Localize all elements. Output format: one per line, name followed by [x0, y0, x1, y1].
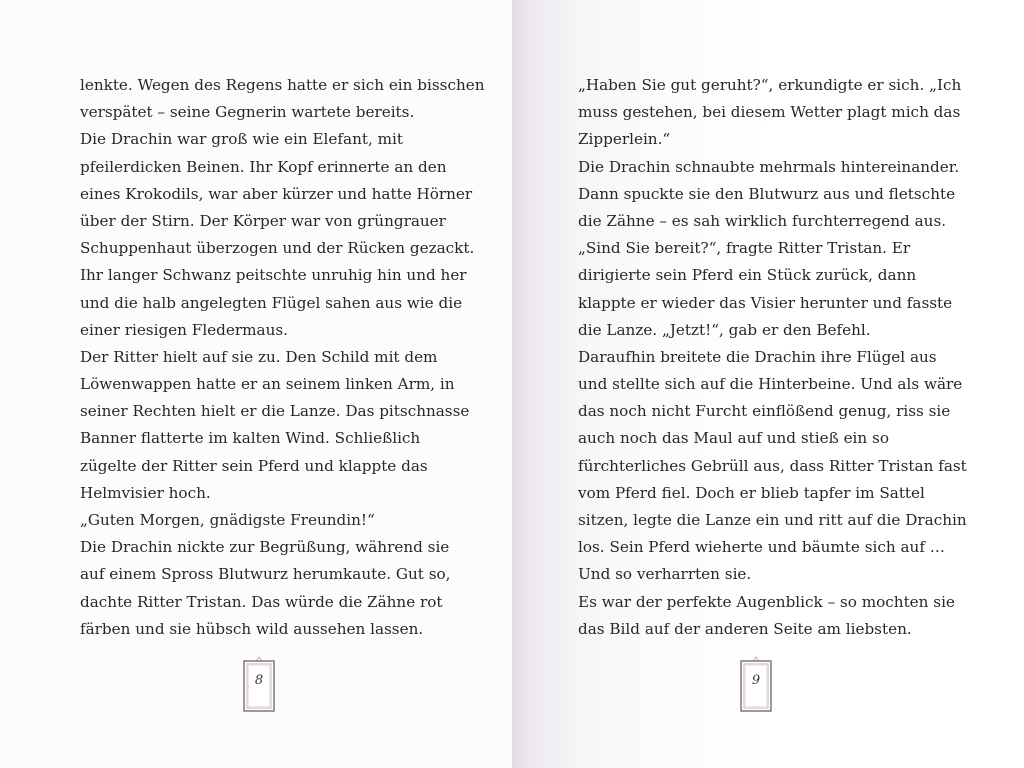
text-line: Die Drachin schnaubte mehrmals hintereinander.: [578, 157, 960, 176]
text-line: das noch nicht Furcht einflößend genug, riss sie: [578, 402, 951, 421]
text-line: Die Drachin war groß wie ein Elefant, mit: [80, 130, 403, 149]
text-line: Banner flatterte im kalten Wind. Schließlich: [80, 429, 421, 448]
text-line: die Lanze. „Jetzt!“, gab er den Befehl.: [578, 320, 871, 339]
text-line: Zipperlein.“: [578, 130, 671, 149]
text-line: fürchterliches Gebrüll aus, dass Ritter Tristan fast: [578, 456, 967, 475]
text-line: auf einem Spross Blutwurz herumkaute. Gut so,: [80, 565, 451, 584]
text-line: Die Drachin nickte zur Begrüßung, während sie: [80, 538, 450, 557]
text-line: „Guten Morgen, gnädigste Freundin!“: [80, 511, 375, 529]
text-line: Ihr langer Schwanz peitschte unruhig hin und her: [80, 266, 467, 285]
text-line: das Bild auf der anderen Seite am liebsten.: [578, 619, 912, 638]
text-line: Es war der perfekte Augenblick – so mochten sie: [578, 592, 955, 611]
text-line: vom Pferd fiel. Doch er blieb tapfer im Sattel: [578, 483, 925, 502]
text-line: und stellte sich auf die Hinterbeine. Und als wäre: [578, 375, 963, 394]
right-page: [512, 0, 1024, 768]
page-number: 9: [751, 673, 761, 688]
text-line: Schuppenhaut überzogen und der Rücken gezackt.: [80, 239, 475, 258]
text-line: Helmvisier hoch.: [80, 483, 211, 502]
text-line: einer riesigen Fledermaus.: [80, 320, 288, 339]
text-line: Und so verharrten sie.: [578, 565, 752, 584]
text-line: „Haben Sie gut geruht?“, erkundigte er sich. „Ich: [578, 76, 962, 94]
text-line: „Sind Sie bereit?“, fragte Ritter Tristan. Er: [578, 239, 911, 258]
text-line: verspätet – seine Gegnerin wartete bereits.: [80, 103, 415, 122]
text-line: die Zähne – es sah wirklich furchterregend aus.: [578, 211, 947, 230]
left-page-text: [80, 72, 485, 643]
text-line: eines Krokodils, war aber kürzer und hatte Hörner: [80, 184, 473, 203]
text-line: zügelte der Ritter sein Pferd und klappte das: [80, 456, 428, 475]
text-line: dirigierte sein Pferd ein Stück zurück, dann: [578, 266, 917, 285]
text-line: muss gestehen, bei diesem Wetter plagt mich das: [578, 103, 961, 122]
right-page-text: [578, 72, 967, 643]
text-line: Der Ritter hielt auf sie zu. Den Schild mit dem: [80, 347, 438, 366]
text-line: dachte Ritter Tristan. Das würde die Zähne rot: [80, 592, 443, 611]
page-number-frame: [739, 656, 773, 712]
text-line: und die halb angelegten Flügel sahen aus wie die: [80, 293, 463, 312]
text-line: sitzen, legte die Lanze ein und ritt auf die Drachin: [578, 511, 967, 529]
text-line: Daraufhin breitete die Drachin ihre Flügel aus: [578, 347, 937, 366]
text-line: Löwenwappen hatte er an seinem linken Arm, in: [80, 375, 455, 394]
text-line: färben und sie hübsch wild aussehen lassen.: [80, 619, 424, 638]
text-line: Dann spuckte sie den Blutwurz aus und fletschte: [578, 184, 956, 203]
text-line: pfeilerdicken Beinen. Ihr Kopf erinnerte an den: [80, 157, 447, 176]
text-line: klappte er wieder das Visier herunter und fasste: [578, 293, 953, 312]
text-line: lenkte. Wegen des Regens hatte er sich ein bisschen: [80, 76, 485, 94]
page-number: 8: [254, 673, 264, 688]
page-number-frame: [242, 656, 276, 712]
text-line: über der Stirn. Der Körper war von grüngrauer: [80, 211, 446, 230]
text-line: seiner Rechten hielt er die Lanze. Das pitschnasse: [80, 402, 470, 421]
text-line: auch noch das Maul auf und stieß ein so: [578, 429, 889, 448]
text-line: los. Sein Pferd wieherte und bäumte sich auf …: [578, 538, 945, 557]
